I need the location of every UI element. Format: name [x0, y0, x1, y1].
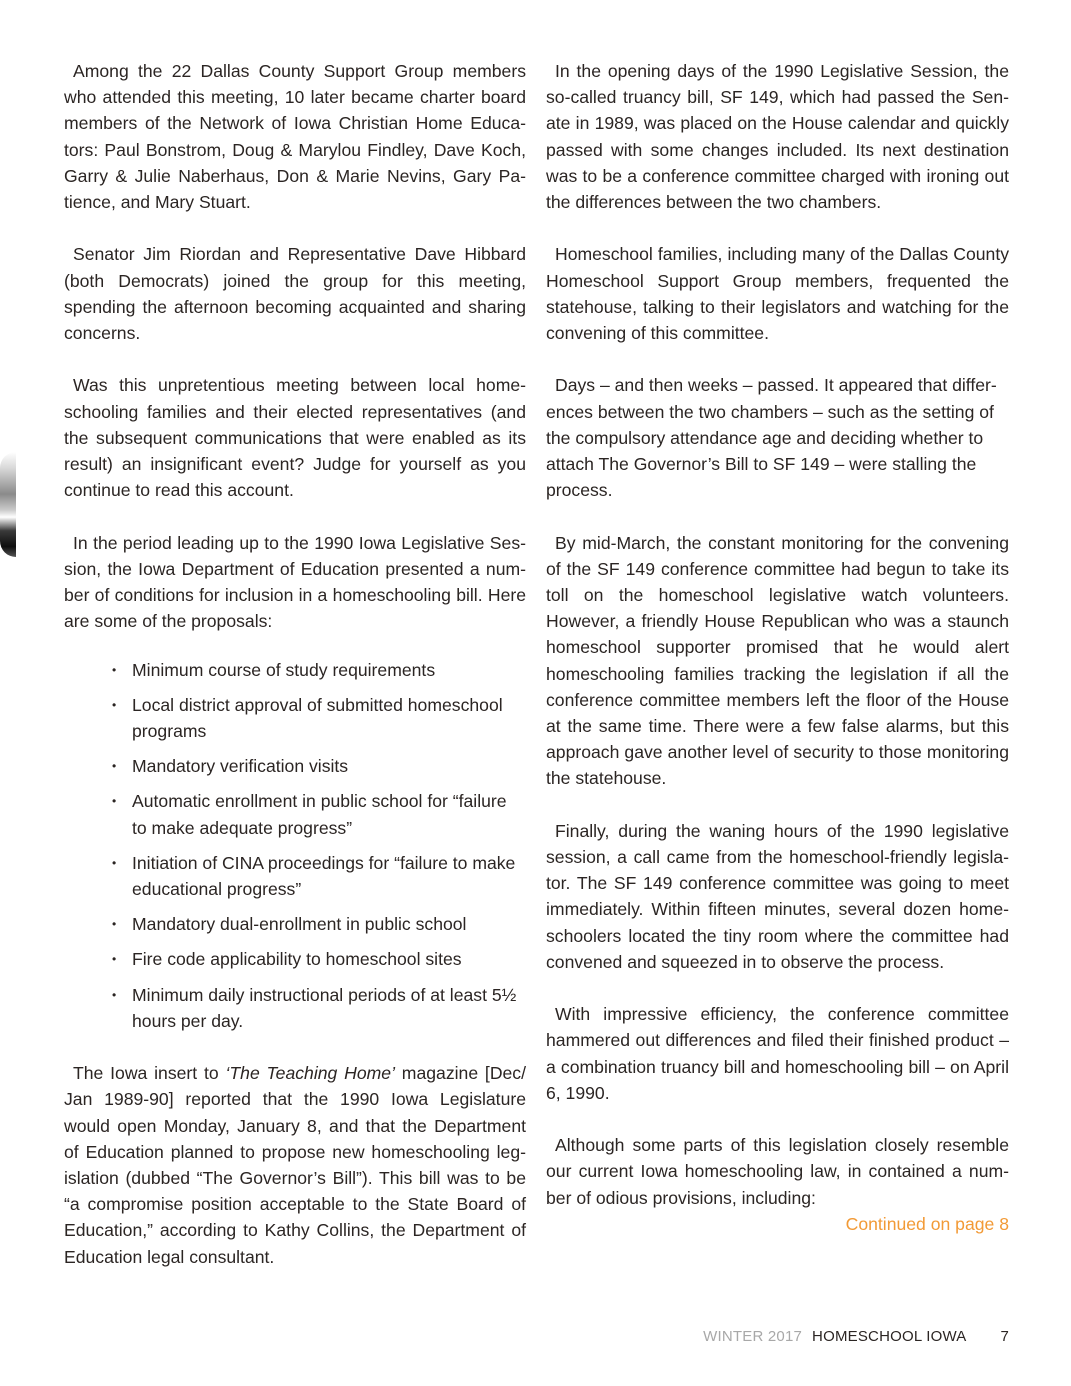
- list-item: [108, 753, 526, 779]
- paragraph: In the opening days of the 1990 Legislative Session, the so-called truancy bill, SF 149, which had passed the Senate in 1989, was placed on the House calendar and quickly passed with some changes included. Its next destination was to be a conference committee charged with ironing out the differences between the two chambers.: [546, 61, 1009, 213]
- paragraph: Senator Jim Riordan and Representative Dave Hibbard (both Democrats) joined the group for this meeting, spending the afternoon becoming acquainted and sharing concerns.: [64, 244, 526, 344]
- issue-label: WINTER 2017: [703, 1328, 803, 1345]
- paragraph: Although some parts of this legislation closely resemble our current Iowa homeschooling law, in contained a number of odious provisions, including:: [546, 1135, 1009, 1208]
- page-footer: [703, 1328, 1009, 1345]
- list-item: [108, 911, 526, 937]
- list-item: [108, 982, 526, 1034]
- page-number: 7: [1000, 1328, 1009, 1345]
- list-item-text: Initiation of CINA proceedings for “failure to make educational progress”: [132, 852, 516, 900]
- list-item-text: Minimum course of study requirements: [132, 659, 436, 680]
- paragraph: Homeschool families, including many of the Dallas County Homeschool Support Group members, frequented the statehouse, talking to their legislators and watching for the convening of this committee.: [546, 244, 1009, 344]
- text-run: magazine [Dec/ Jan 1989-90] reported that the 1990 Iowa Legislature would open Monday, January 8, and that the Department of Education planned to propose new homeschooling legislation (dubbed “The Governor’s Bill”). This bill was to be “a compromise position acceptable to the State Board of Education,” according to Kathy Collins, the Department of Education legal consultant.: [64, 1063, 526, 1267]
- right-column: [546, 58, 1009, 1237]
- paragraph: Days – and then weeks – passed. It appeared that differences between the two chambers – such as the setting of the compulsory attendance age and deciding whether to attach The Governor’s Bill to SF 149 – were stalling the process.: [546, 375, 997, 501]
- list-item-text: Local district approval of submitted homeschool programs: [132, 694, 503, 742]
- continued-link[interactable]: Continued on page 8: [845, 1214, 1009, 1235]
- list-item-text: Automatic enrollment in public school for “failure to make adequate progress”: [132, 791, 507, 838]
- list-item-text: Fire code applicability to homeschool sites: [132, 949, 462, 970]
- edge-photo-fragment: [0, 452, 16, 557]
- list-item-text: Minimum daily instructional periods of at least 5½ hours per day.: [132, 984, 517, 1031]
- magazine-name: HOMESCHOOL IOWA: [812, 1328, 967, 1345]
- paragraph-teaching-home: [64, 1060, 526, 1270]
- paragraph: Among the 22 Dallas County Support Group members who attended this meeting, 10 later became charter board members of the Network of Iowa Christian Home Educators: Paul Bonstrom, Doug & Marylou Findley, Dave Koch, Garry & Julie Naberhaus, Don & Marie Nevins, Gary Patience, and Mary Stuart.: [64, 61, 526, 213]
- proposals-list: [64, 657, 526, 1034]
- paragraph: With impressive efficiency, the conference committee hammered out differences and filed their finished product – a combination truancy bill and homeschooling bill – on April 6, 1990.: [546, 1004, 1009, 1103]
- list-item-text: Mandatory verification visits: [132, 756, 349, 777]
- bullet-icon: •: [112, 917, 117, 932]
- list-item: [108, 850, 526, 902]
- list-item-text: Mandatory dual-enrollment in public school: [132, 914, 467, 935]
- list-item: [108, 946, 526, 972]
- bullet-icon: •: [112, 697, 117, 712]
- list-item: [108, 692, 526, 744]
- bullet-icon: •: [112, 952, 117, 967]
- paragraph: Was this unpretentious meeting between local homeschooling families and their elected representatives (and the subsequent communications that were enabled as its result) an insignificant event? Judge for yourself as you continue to read this account.: [64, 375, 526, 501]
- paragraph: In the period leading up to the 1990 Iowa Legislative Session, the Iowa Department of Education presented a number of conditions for inclusion in a homeschooling bill. Here are some of the proposals:: [64, 532, 526, 632]
- bullet-icon: •: [112, 662, 117, 677]
- list-item: [108, 788, 526, 840]
- bullet-icon: •: [112, 759, 117, 774]
- list-item: [108, 657, 526, 683]
- bullet-icon: •: [112, 987, 117, 1002]
- left-column: [64, 58, 526, 1296]
- bullet-icon: •: [112, 855, 117, 870]
- bullet-icon: •: [112, 794, 117, 809]
- magazine-title: ‘The Teaching Home’: [225, 1063, 395, 1084]
- paragraph: Finally, during the waning hours of the 1990 legislative session, a call came from the homeschool-friendly legislator. The SF 149 conference committee was going to meet immediately. Within fifteen minutes, several dozen homeschoolers located the tiny room where the committee had convened and squeezed in to observe the process.: [546, 820, 1009, 972]
- paragraph: By mid-March, the constant monitoring for the convening of the SF 149 conference committee had begun to take its toll on the homeschool legislative watch volunteers. However, a friendly House Republican who was a staunch homeschool supporter promised that he would alert homeschooling families tracking the legislation if all the conference committee members left the floor of the House at the same time. There were a few false alarms, but this approach gave another level of security to those monitoring the statehouse.: [546, 532, 1009, 789]
- text-run: The Iowa insert to: [73, 1063, 226, 1084]
